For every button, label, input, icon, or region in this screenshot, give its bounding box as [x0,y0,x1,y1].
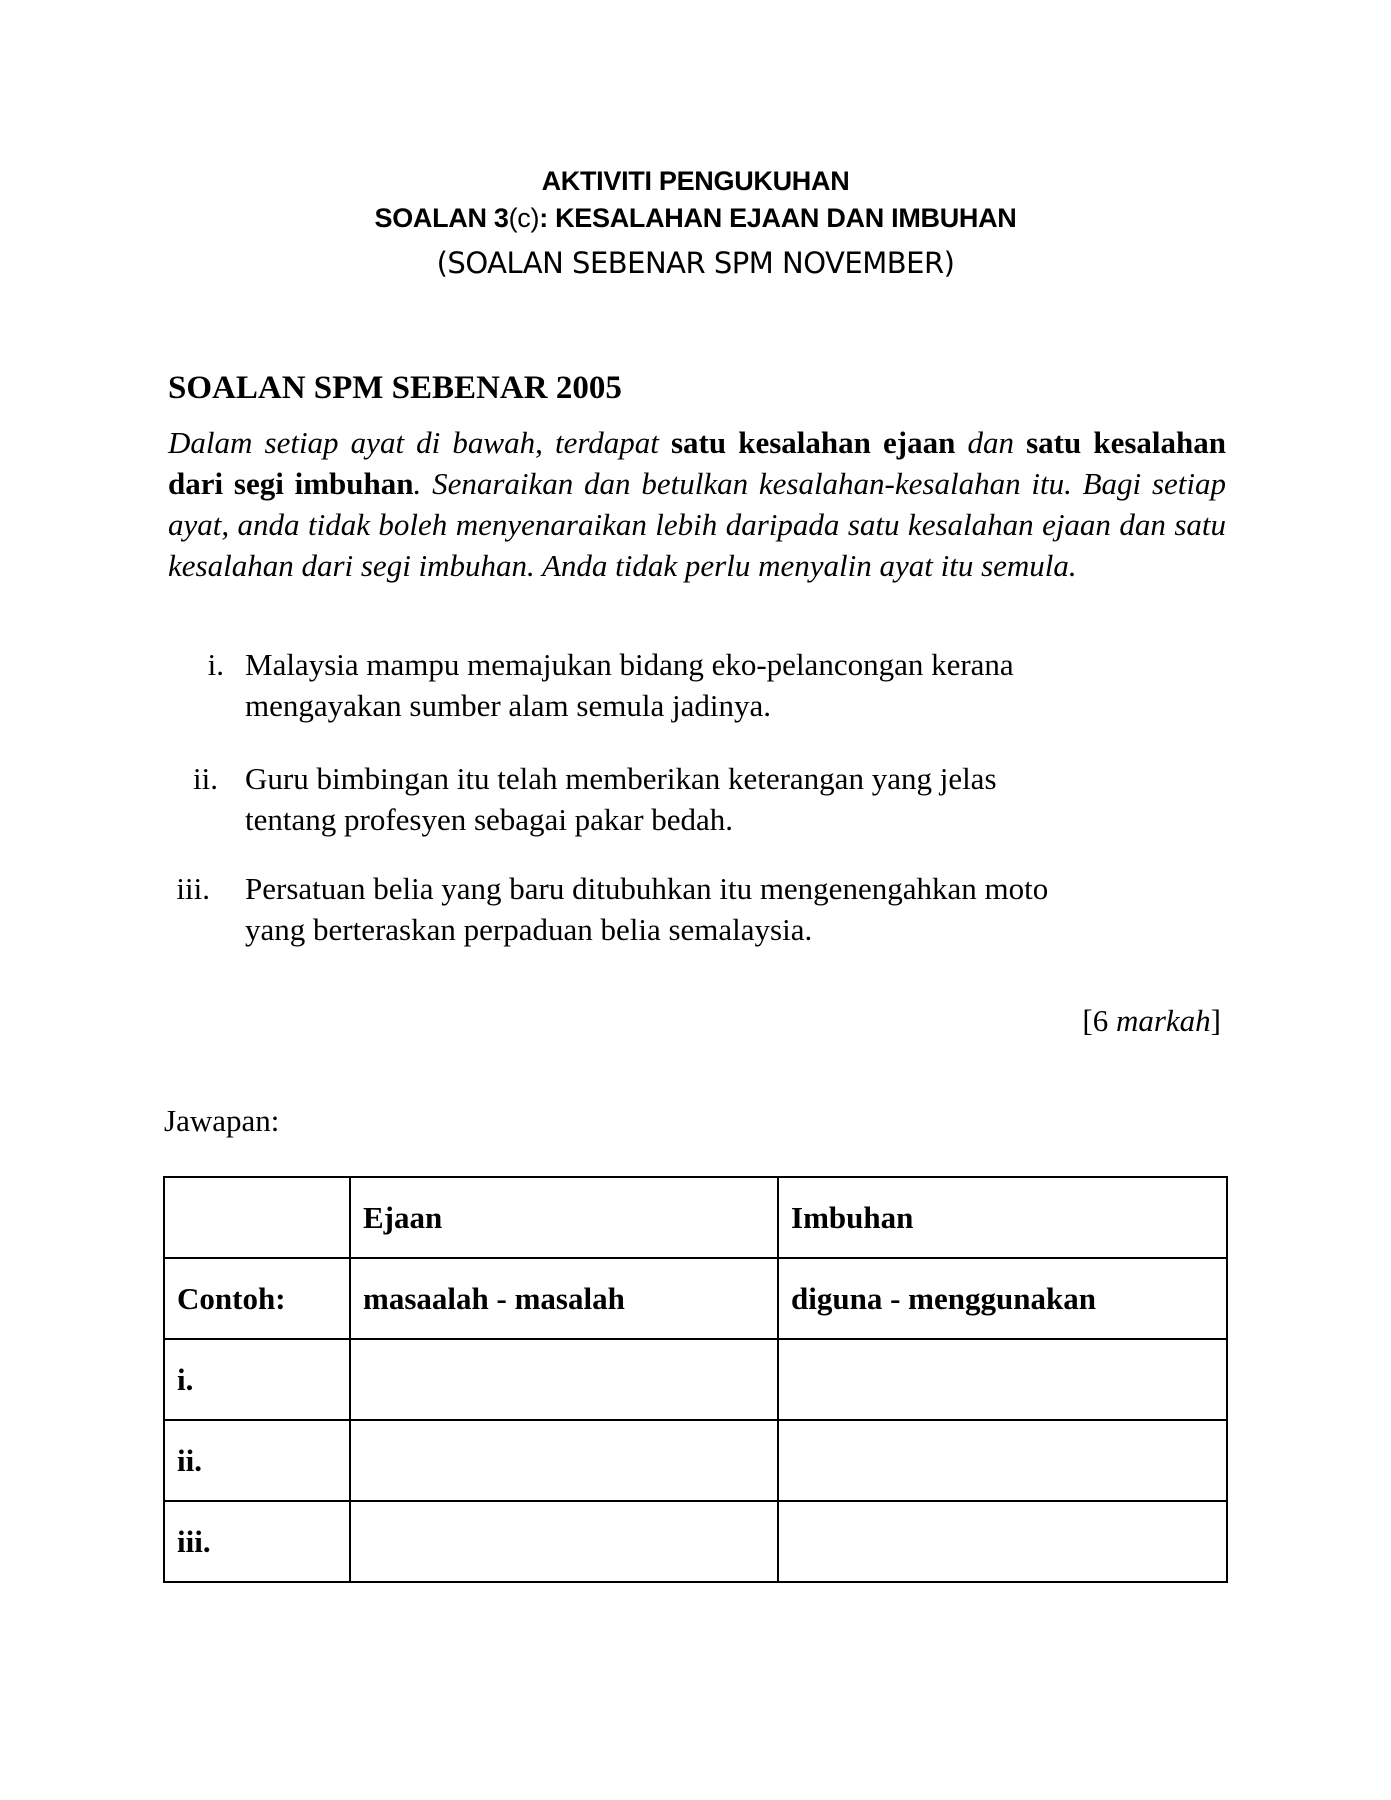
answer-table [163,1176,1228,1583]
section-title: SOALAN SPM SEBENAR 2005 [168,370,622,406]
activity-title: AKTIVITI PENGUKUHAN [541,166,850,196]
table-row [164,1339,1227,1420]
answer-cell-imbuhan[interactable] [778,1501,1227,1582]
marks-label: [6 markah] [1082,1003,1221,1038]
answer-label: Jawapan: [164,1103,280,1138]
table-row [164,1420,1227,1501]
table-row [164,1501,1227,1582]
question-text: Guru bimbingan itu telah memberikan keterangan yang jelas tentang profesyen sebagai pakar bedah. [245,761,997,837]
answer-cell-ejaan[interactable] [350,1339,778,1420]
question-number: ii. [193,761,218,796]
question-subtitle: (SOALAN SEBENAR SPM NOVEMBER) [436,246,955,280]
instruction-paragraph: Dalam setiap ayat di bawah, terdapat satu kesalahan ejaan dan satu kesalahan dari segi imbuhan. Senaraikan dan betulkan kesalahan-kesalahan itu. Bagi setiap ayat, anda tidak boleh menyenaraikan lebih daripada satu kesalahan ejaan dan satu kesalahan dari segi imbuhan. Anda tidak perlu menyalin ayat itu semula. [168,425,1227,583]
table-header-imbuhan: Imbuhan [778,1177,1227,1258]
question-text: Persatuan belia yang baru ditubuhkan itu mengenengahkan moto yang berteraskan perpaduan belia semalaysia. [245,871,1049,947]
table-header-ejaan: Ejaan [350,1177,778,1258]
table-row-example [164,1258,1227,1339]
question-number: iii. [176,871,210,906]
row-label: iii. [164,1501,350,1582]
example-ejaan: masaalah - masalah [350,1258,778,1339]
answer-cell-imbuhan[interactable] [778,1420,1227,1501]
answer-cell-ejaan[interactable] [350,1501,778,1582]
row-label: Contoh: [164,1258,350,1339]
question-text: Malaysia mampu memajukan bidang eko-pelancongan kerana mengayakan sumber alam semula jadinya. [245,647,1014,723]
example-imbuhan: diguna - menggunakan [778,1258,1227,1339]
question-number: i. [207,647,224,682]
question-title: SOALAN 3(c): KESALAHAN EJAAN DAN IMBUHAN [374,203,1017,233]
answer-cell-imbuhan[interactable] [778,1339,1227,1420]
row-label: ii. [164,1420,350,1501]
answer-cell-ejaan[interactable] [350,1420,778,1501]
table-header-row [164,1177,1227,1258]
table-header-cell [164,1177,350,1258]
row-label: i. [164,1339,350,1420]
